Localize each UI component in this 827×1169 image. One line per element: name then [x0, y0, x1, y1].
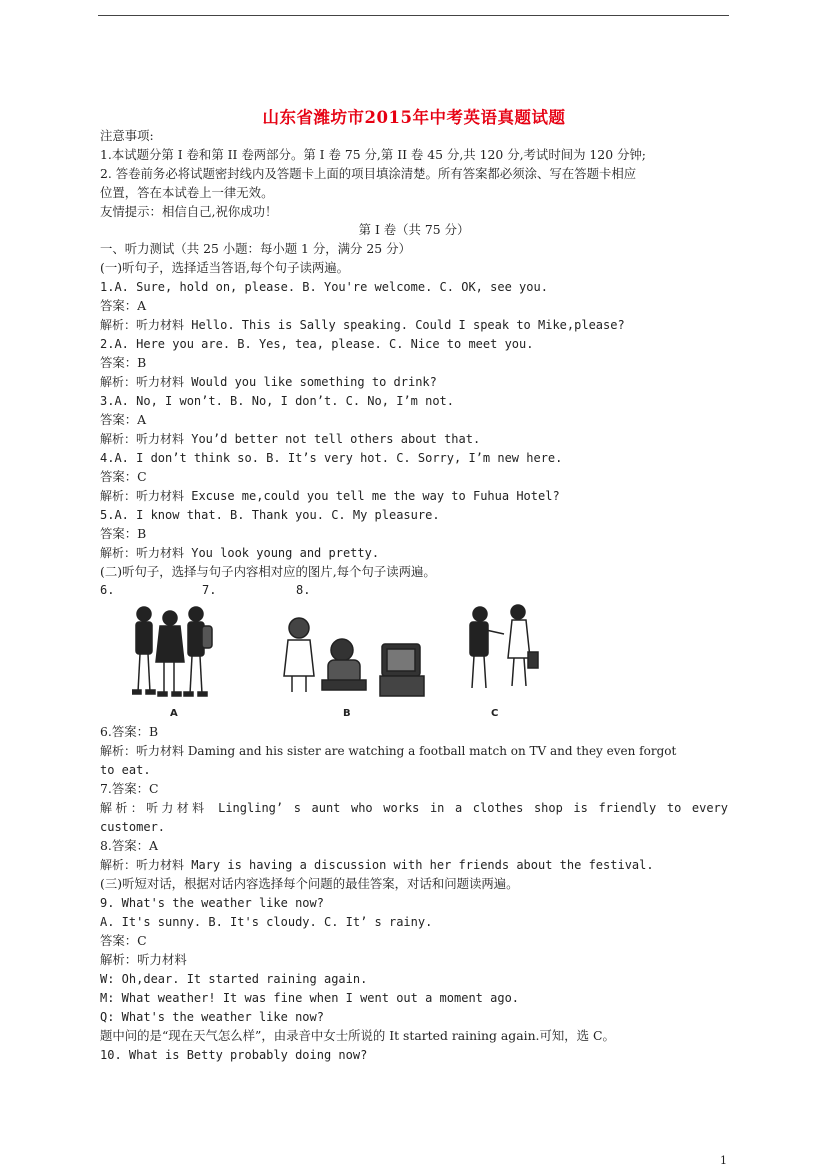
explanation-1: 解析：听力材料 Hello. This is Sally speaking. Could I speak to Mike,please?: [100, 318, 625, 332]
section-title: 第 I 卷（共 75 分）: [358, 222, 470, 237]
page-number: 1: [720, 1154, 727, 1167]
dialogue-question: Q: What's the weather like now?: [100, 1010, 324, 1024]
question-8-number: 8.: [296, 583, 311, 597]
explanation-4: 解析：听力材料 Excuse me,could you tell me the way to Fuhua Hotel?: [100, 489, 560, 503]
sub-heading-3: (三)听短对话，根据对话内容选择每个问题的最佳答案，对话和问题读两遍。: [100, 876, 519, 891]
question-1: 1.A. Sure, hold on, please. B. You're welcome. C. OK, see you.: [100, 280, 548, 294]
picture-c-label: C: [491, 708, 499, 719]
explanation-7a: 解析：听力材料 Lingling’ s aunt who works in a clothes shop is friendly to every: [100, 801, 728, 815]
note-2b: 位置，答在本试卷上一律无效。: [100, 185, 274, 200]
dialogue-woman: W: Oh,dear. It started raining again.: [100, 972, 368, 986]
answer-6: 6.答案：B: [100, 724, 159, 739]
note-1: 1.本试题分第 I 卷和第 II 卷两部分。第 I 卷 75 分,第 II 卷 45 分,共 120 分,考试时间为 120 分钟;: [100, 147, 646, 162]
picture-illustrations: [132, 600, 672, 726]
picture-b-image: [284, 618, 424, 696]
answer-4: 答案：C: [100, 469, 147, 484]
question-2: 2.A. Here you are. B. Yes, tea, please. C. Nice to meet you.: [100, 337, 534, 351]
picture-options: [132, 600, 672, 726]
question-4: 4.A. I don’t think so. B. It’s very hot. C. Sorry, I’m new here.: [100, 451, 563, 465]
question-5: 5.A. I know that. B. Thank you. C. My pleasure.: [100, 508, 440, 522]
explanation-2: 解析：听力材料 Would you like something to drink?: [100, 375, 437, 389]
sub-heading-2: (二)听句子，选择与句子内容相对应的图片,每个句子读两遍。: [100, 564, 436, 579]
page-title: 山东省潍坊市2015年中考英语真题试题: [262, 108, 566, 127]
explanation-6b: to eat.: [100, 763, 151, 777]
explanation-8: 解析：听力材料 Mary is having a discussion with her friends about the festival.: [100, 858, 654, 872]
picture-a-label: A: [170, 708, 178, 719]
picture-b-label: B: [343, 708, 351, 719]
answer-9: 答案：C: [100, 933, 147, 948]
answer-2: 答案：B: [100, 355, 147, 370]
answer-1: 答案：A: [100, 298, 147, 313]
part1-heading: 一、听力测试（共 25 小题：每小题 1 分，满分 25 分）: [100, 241, 411, 256]
question-7-number: 7.: [202, 583, 217, 597]
answer-3: 答案：A: [100, 412, 147, 427]
options-9: A. It's sunny. B. It's cloudy. C. It’ s rainy.: [100, 915, 433, 929]
picture-c-image: [470, 605, 538, 688]
explanation-3: 解析：听力材料 You’d better not tell others about that.: [100, 432, 481, 446]
notes-heading: 注意事项:: [100, 128, 154, 143]
question-10: 10. What is Betty probably doing now?: [100, 1048, 368, 1062]
explanation-7b: customer.: [100, 820, 166, 834]
answer-7: 7.答案：C: [100, 781, 159, 796]
sub-heading-1: (一)听句子，选择适当答语,每个句子读两遍。: [100, 260, 350, 275]
dialogue-man: M: What weather! It was fine when I went out a moment ago.: [100, 991, 520, 1005]
explanation-5: 解析：听力材料 You look young and pretty.: [100, 546, 380, 560]
question-9: 9. What's the weather like now?: [100, 896, 324, 910]
answer-5: 答案：B: [100, 526, 147, 541]
question-6-number: 6.: [100, 583, 115, 597]
tip-line: 友情提示：相信自己,祝你成功！: [100, 204, 278, 219]
explanation-6a: 解析：听力材料 Daming and his sister are watching a football match on TV and they even forgot: [100, 744, 677, 758]
explanation-9: 解析：听力材料: [100, 952, 187, 967]
question-3: 3.A. No, I won’t. B. No, I don’t. C. No, I’m not.: [100, 394, 455, 408]
answer-8: 8.答案：A: [100, 838, 158, 853]
header-rule: [98, 15, 729, 16]
note-2a: 2. 答卷前务必将试题密封线内及答题卡上面的项目填涂清楚。所有答案都必须涂、写在答题卡相应: [100, 166, 637, 181]
explanation-9-detail: 题中问的是“现在天气怎么样”，由录音中女士所说的 It started raining again.可知，选 C。: [100, 1028, 615, 1043]
picture-a-image: [132, 607, 212, 696]
